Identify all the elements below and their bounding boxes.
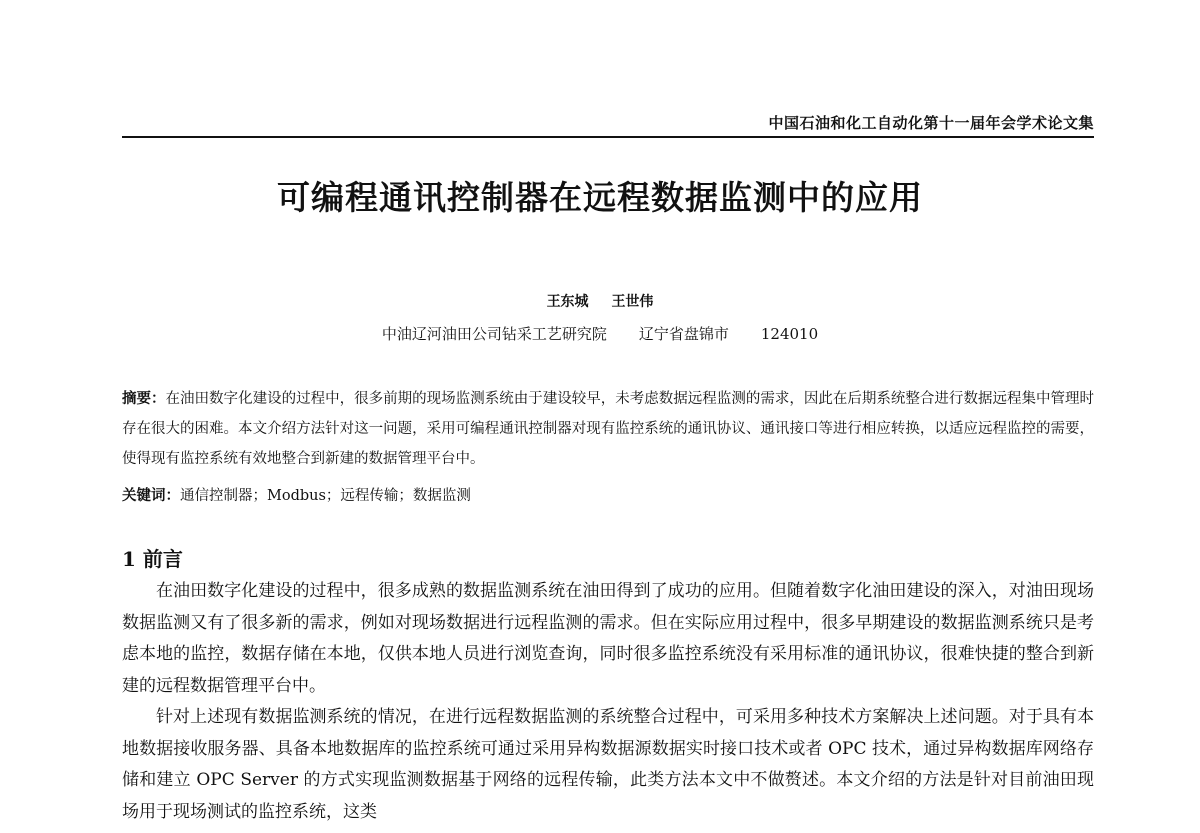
affiliation-location: 辽宁省盘锦市 — [638, 325, 729, 343]
keywords-text: 通信控制器；Modbus；远程传输；数据监测 — [180, 488, 471, 504]
abstract — [122, 384, 1094, 474]
affiliation-postcode: 124010 — [760, 325, 819, 343]
section-body — [122, 576, 1094, 828]
abstract-label: 摘要： — [122, 390, 166, 407]
affiliation — [0, 323, 1200, 344]
header-rule — [122, 136, 1094, 138]
keywords — [122, 482, 1094, 510]
body-paragraph: 在油田数字化建设的过程中，很多成熟的数据监测系统在油田得到了成功的应用。但随着数字化油田建设的深入，对油田现场数据监测又有了很多新的需求，例如对现场数据进行远程监测的需求。但在实际应用过程中，很多早期建设的数据监测系统只是考虑本地的监控，数据存储在本地，仅供本地人员进行浏览查询，同时很多监控系统没有采用标准的通讯协议，很难快捷的整合到新建的远程数据管理平台中。 — [122, 581, 1094, 696]
running-head: 中国石油和化工自动化第十一届年会学术论文集 — [768, 114, 1094, 132]
section-heading: 1 前言 — [122, 547, 183, 571]
body-paragraph: 针对上述现有数据监测系统的情况，在进行远程数据监测的系统整合过程中，可采用多种技术方案解决上述问题。对于具有本地数据接收服务器、具备本地数据库的监控系统可通过采用异构数据源数据实时接口技术或者 OPC 技术，通过异构数据库网络存储和建立 OPC Server 的方式实现监测数据基于网络的远程传输，此类方法本文中不做赘述。本文介绍的方法是针对目前油田现场用于现场测试的监控系统，这类 — [122, 707, 1094, 822]
author-list — [0, 291, 1200, 311]
paper-title: 可编程通讯控制器在远程数据监测中的应用 — [277, 178, 923, 217]
author-name: 王东城 — [546, 294, 589, 310]
author-name: 王世伟 — [611, 294, 654, 310]
abstract-text: 在油田数字化建设的过程中，很多前期的现场监测系统由于建设较早，未考虑数据远程监测的需求，因此在后期系统整合进行数据远程集中管理时存在很大的困难。本文介绍方法针对这一问题，采用可编程通讯控制器对现有监控系统的通讯协议、通讯接口等进行相应转换，以适应远程监控的需要，使得现有监控系统有效地整合到新建的数据管理平台中。 — [122, 391, 1095, 467]
affiliation-institution: 中油辽河油田公司钻采工艺研究院 — [381, 325, 607, 343]
keywords-label: 关键词： — [122, 487, 180, 504]
